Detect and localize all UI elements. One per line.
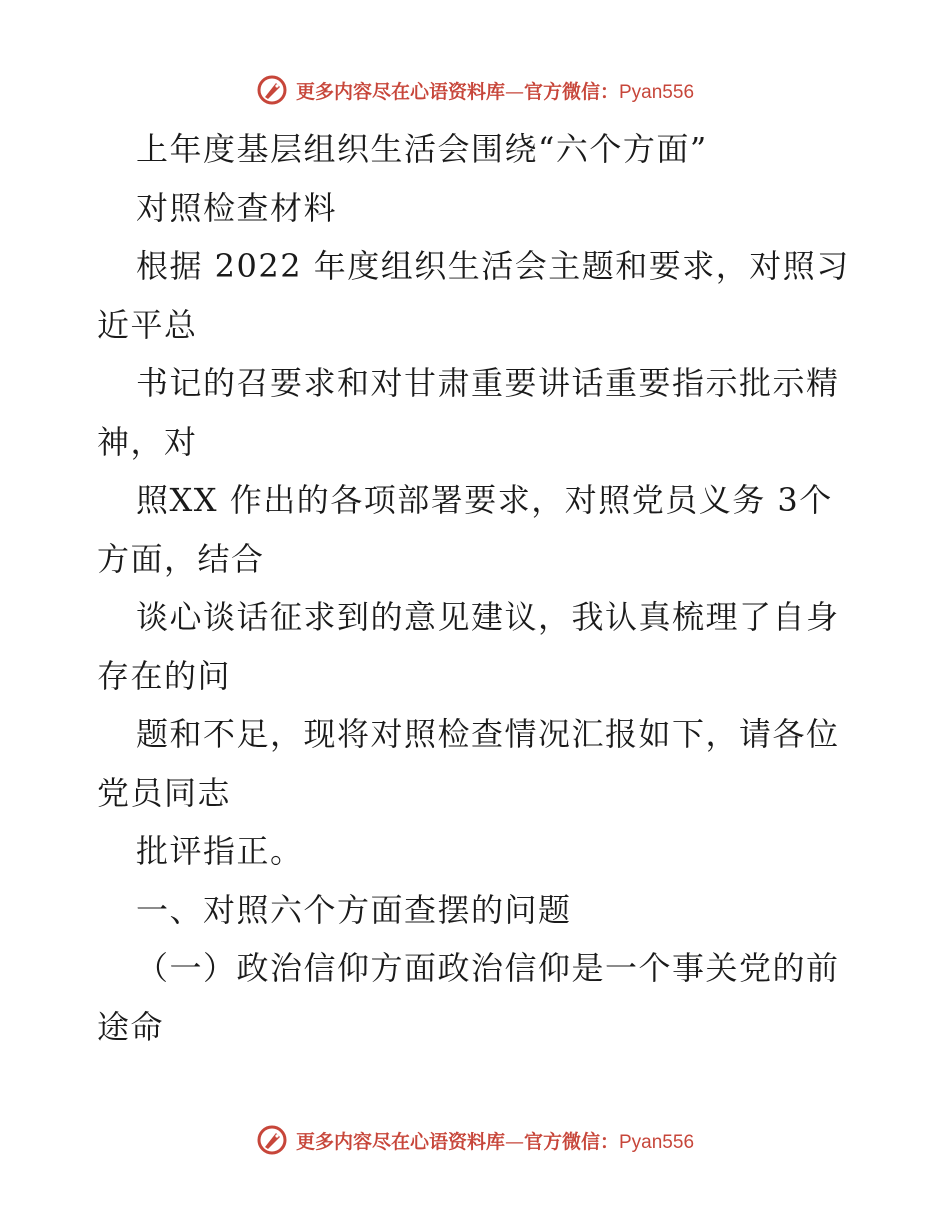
document-line: 书记的召要求和对甘肃重要讲话重要指示批示精 — [136, 364, 840, 402]
header-watermark — [0, 70, 950, 110]
watermark-text — [296, 77, 694, 104]
watermark-separator: — — [504, 80, 524, 103]
pen-nib-seal-icon — [256, 74, 288, 106]
document-line: 党员同志 — [97, 773, 232, 812]
watermark-account-id: Pyan556 — [619, 1131, 695, 1153]
document-subtitle-line: 对照检查材料 — [136, 188, 338, 227]
document-line: 谈心谈话征求到的意见建议，我认真梳理了自身 — [136, 598, 840, 636]
watermark-text — [296, 1127, 694, 1154]
document-line: 题和不足，现将对照检查情况汇报如下，请各位 — [136, 715, 840, 753]
watermark-main-text: 更多内容尽在心语资料库 — [295, 80, 505, 103]
footer-watermark — [0, 1120, 950, 1160]
document-body — [97, 120, 857, 1056]
watermark-official-label: 官方微信： — [523, 80, 619, 103]
document-line: 根据 2022 年度组织生活会主题和要求，对照习 — [136, 247, 850, 285]
watermark-separator: — — [504, 1130, 524, 1153]
document-line: 方面，结合 — [97, 539, 265, 578]
document-line: 批评指正。 — [136, 832, 304, 870]
document-line: 神，对 — [97, 422, 198, 461]
section-heading: 一、对照六个方面查摆的问题 — [136, 890, 572, 929]
document-line: 存在的问 — [97, 656, 232, 695]
document-title-line: 上年度基层组织生活会围绕“六个方面” — [136, 130, 708, 168]
watermark-main-text: 更多内容尽在心语资料库 — [295, 1130, 505, 1153]
document-line: 途命 — [97, 1007, 165, 1046]
document-line: 近平总 — [97, 305, 198, 344]
watermark-account-id: Pyan556 — [619, 81, 695, 103]
watermark-official-label: 官方微信： — [523, 1130, 619, 1153]
subsection-heading-line: （一）政治信仰方面政治信仰是一个事关党的前 — [136, 949, 840, 987]
document-line: 照XX 作出的各项部署要求，对照党员义务 3个 — [136, 481, 833, 519]
pen-nib-seal-icon — [256, 1124, 288, 1156]
